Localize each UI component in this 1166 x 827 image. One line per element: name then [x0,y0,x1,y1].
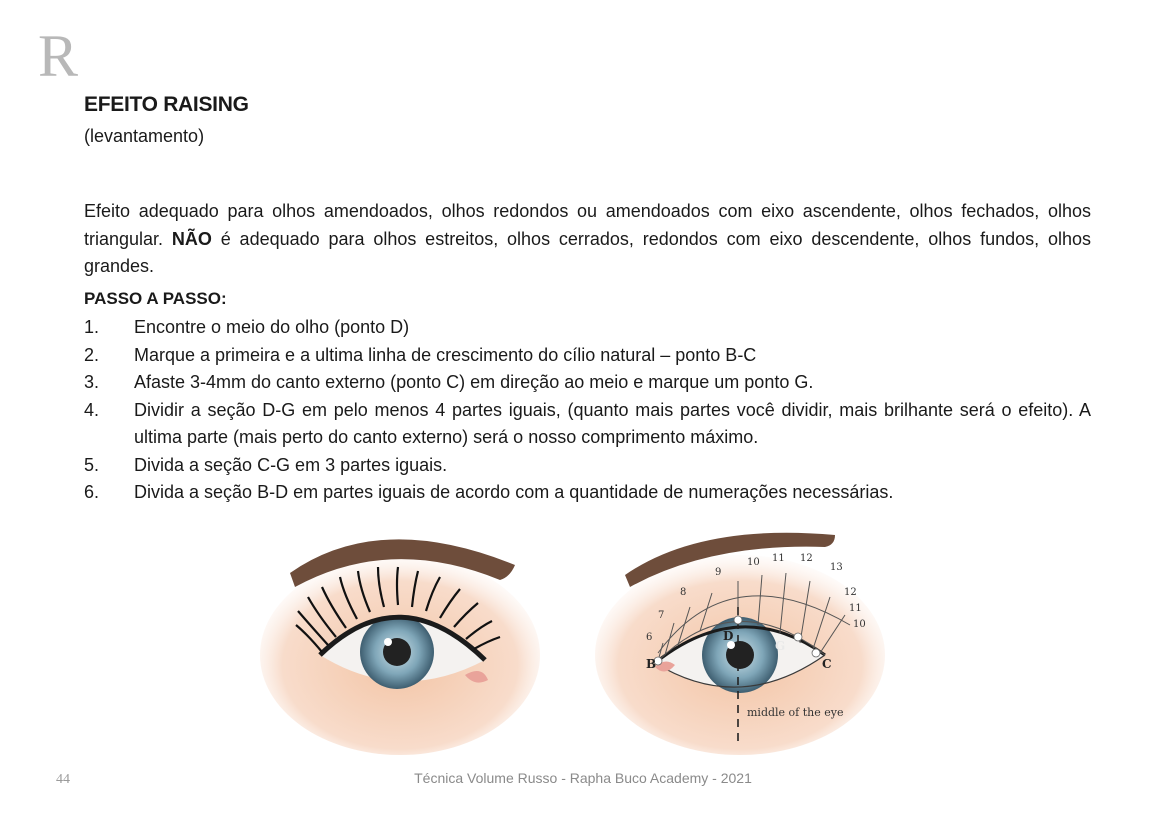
svg-text:13: 13 [830,562,843,573]
steps-heading: PASSO A PASSO: [84,289,227,308]
svg-text:7: 7 [658,610,665,621]
svg-text:10: 10 [747,557,760,568]
page-title: EFEITO RAISING [84,93,249,116]
svg-text:9: 9 [715,567,722,578]
list-item: 1. Encontre o meio do olho (ponto D) [84,317,410,337]
svg-text:12: 12 [844,587,857,598]
middle-label: middle of the eye [747,706,844,719]
list-item: 6. Divida a seção B-D em partes iguais de acordo com a quantidade de numerações necessárias. [84,482,894,502]
svg-text:10: 10 [853,619,866,630]
eye-illustration [260,515,890,760]
eye-with-lashes [260,539,540,755]
svg-text:6: 6 [646,632,653,643]
svg-text:8: 8 [680,587,687,598]
svg-text:D: D [723,629,734,643]
intro-paragraph: Efeito adequado para olhos amendoados, olhos redondos ou amendoados com eixo ascendente, olhos fechados, olhos triangular. NÃO é adequado para olhos estreitos, olhos cerrados, redondos com eixo descendente, olhos fundos, olhos grandes. [84,201,1091,276]
list-item: 2. Marque a primeira e a ultima linha de crescimento do cílio natural – ponto B-C [84,344,757,365]
list-item: 4. Dividir a seção D-G em pelo menos 4 partes iguais, (quanto mais partes você dividir, mais brilhante será o efeito). A ultima parte (mais perto do canto externo) será o nosso comprimento máximo. [84,399,1091,447]
steps-list [84,314,1091,507]
svg-text:B: B [646,657,657,671]
eye-mapping-diagram [595,533,885,755]
page-number: 44 [56,772,70,787]
svg-text:12: 12 [800,553,813,564]
footer-text: Técnica Volume Russo - Rapha Buco Academy - 2021 [414,770,752,786]
list-item: 5. Divida a seção C-G em 3 partes iguais. [84,454,448,475]
list-item: 3. Afaste 3-4mm do canto externo (ponto C) em direção ao meio e marque um ponto G. [84,372,814,392]
brand-logo: R [38,23,79,89]
svg-text:C: C [822,657,832,671]
svg-text:11: 11 [849,603,862,614]
svg-text:G: G [775,639,786,653]
svg-text:11: 11 [772,553,785,564]
emphasis-text: NÃO [171,228,212,249]
page-subtitle: (levantamento) [84,126,205,146]
